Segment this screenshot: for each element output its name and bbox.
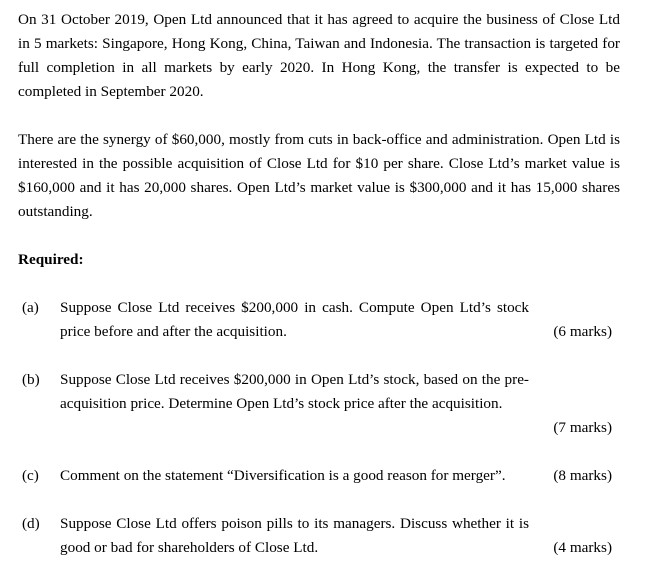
question-text: Comment on the statement “Diversification is a good reason for merger”. [60, 467, 506, 484]
details-paragraph: There are the synergy of $60,000, mostly from cuts in back-office and administration. Open Ltd is interested in the possible acquisition of Close Ltd for $10 per share. Close Ltd’s market value is $160,000 and it has 20,000 shares. Open Ltd’s market value is $300,000 and it has 15,000 shares outstanding. [18, 131, 620, 220]
question-text: Suppose Close Ltd receives $200,000 in Open Ltd’s stock, based on the pre-acquisition price. Determine Open Ltd’s stock price after the acquisition. [60, 371, 529, 412]
question-marks: (6 marks) [553, 323, 612, 340]
question-marks: (7 marks) [553, 419, 612, 436]
question-label: (b) [22, 371, 40, 388]
question-label: (c) [22, 467, 39, 484]
intro-paragraph: On 31 October 2019, Open Ltd announced that it has agreed to acquire the business of Close Ltd in 5 markets: Singapore, Hong Kong, China, Taiwan and Indonesia. The transaction is targeted for full completion in all markets by early 2020. In Hong Kong, the transfer is expected to be completed in September 2020. [18, 11, 620, 100]
question-text: Suppose Close Ltd offers poison pills to its managers. Discuss whether it is good or bad for shareholders of Close Ltd. [60, 515, 529, 556]
question-marks: (4 marks) [553, 539, 612, 556]
question-text: Suppose Close Ltd receives $200,000 in cash. Compute Open Ltd’s stock price before and after the acquisition. [60, 299, 529, 340]
question-label: (a) [22, 299, 39, 316]
question-marks: (8 marks) [553, 467, 612, 484]
question-label: (d) [22, 515, 40, 532]
required-heading: Required: [18, 251, 84, 268]
